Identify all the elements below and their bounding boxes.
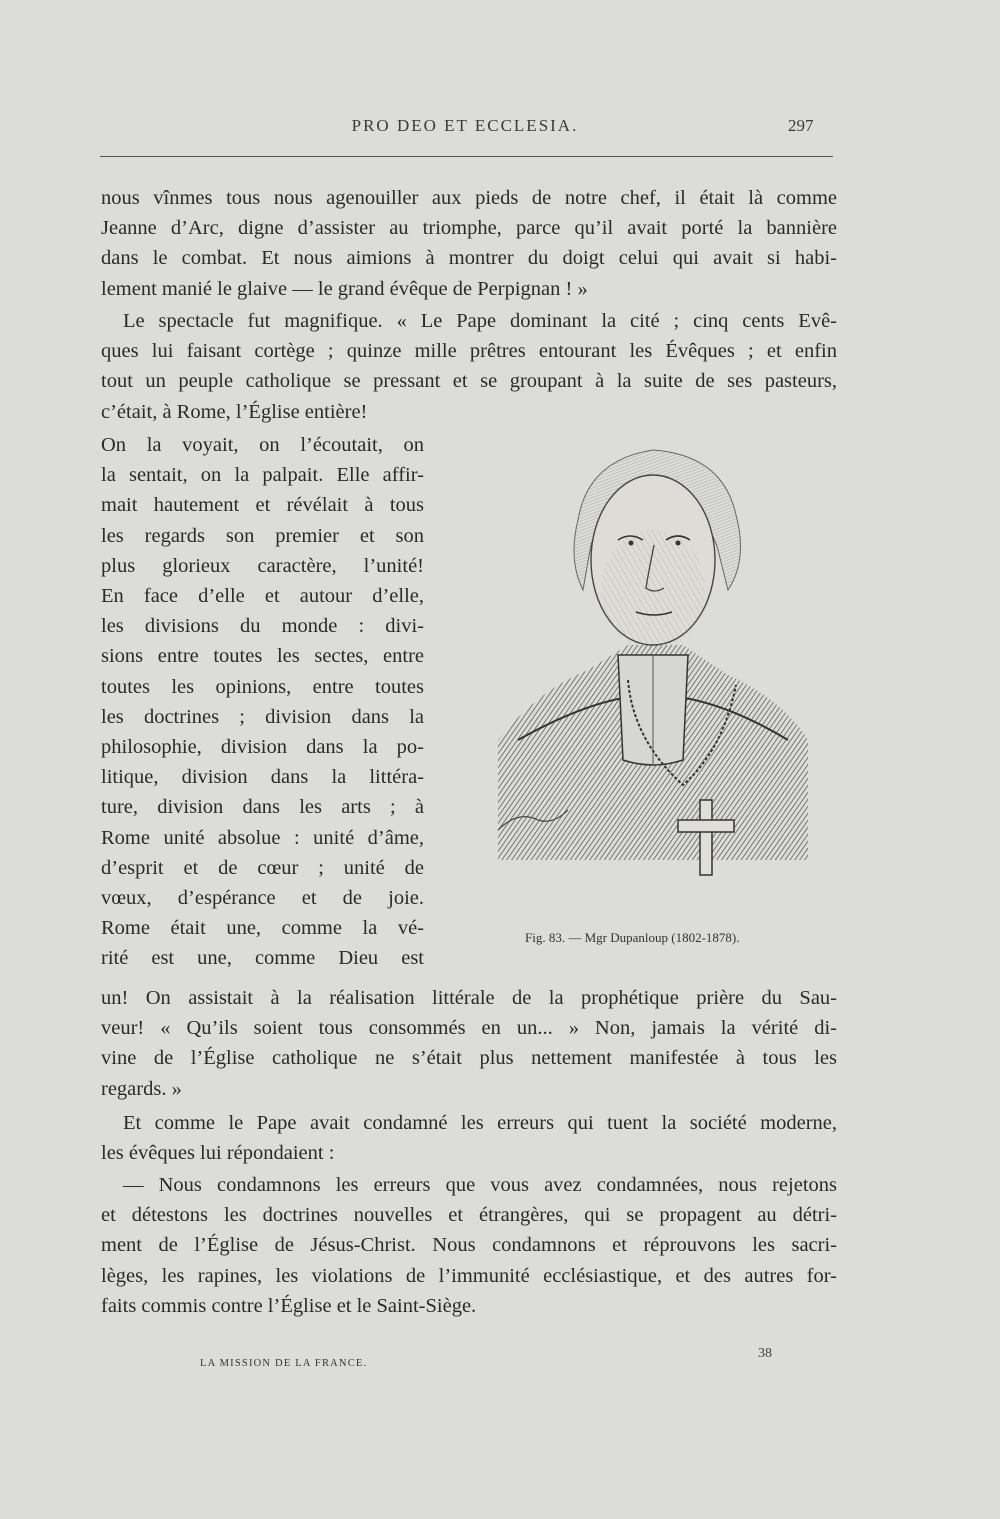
text-line: les divisions du monde : divi- [101, 615, 424, 638]
text-line: En face d’elle et autour d’elle, [101, 585, 424, 608]
text-line: Et comme le Pape avait condamné les erreurs qui tuent la société moderne, [123, 1112, 837, 1134]
text-line: ture, division dans les arts ; à [101, 796, 424, 819]
paragraph-2-narrow-column [101, 430, 424, 974]
footer-book-title: LA MISSION DE LA FRANCE. [200, 1358, 368, 1369]
header-rule [100, 156, 833, 157]
text-line: faits commis contre l’Église et le Saint-Siège. [101, 1294, 477, 1317]
text-line: un! On assistait à la réalisation littérale de la prophétique prière du Sau- [101, 987, 837, 1009]
paragraph-3 [101, 1108, 837, 1168]
text-line: Jeanne d’Arc, digne d’assister au triomphe, parce qu’il avait porté la bannière [101, 217, 837, 240]
text-line: d’esprit et de cœur ; unité de [101, 856, 424, 879]
text-line: rité est une, comme Dieu est [101, 947, 424, 970]
paragraph-4 [101, 1170, 837, 1321]
text-line: On la voyait, on l’écoutait, on [101, 434, 424, 456]
portrait-engraving [478, 440, 823, 920]
running-title: PRO DEO ET ECCLESIA. [351, 116, 579, 135]
figure-caption: Fig. 83. — Mgr Dupanloup (1802-1878). [525, 930, 740, 945]
text-line: litique, division dans la littéra- [101, 766, 424, 789]
text-line: sions entre toutes les sectes, entre [101, 645, 424, 668]
paragraph-1 [101, 183, 837, 304]
signature-number: 38 [758, 1346, 772, 1361]
text-line: philosophie, division dans la po- [101, 736, 424, 759]
text-line: regards. » [101, 1077, 182, 1100]
text-line: les doctrines ; division dans la [101, 705, 424, 728]
text-line: lement manié le glaive — le grand évêque de Perpignan ! » [101, 277, 588, 300]
text-line: vine de l’Église catholique ne s’était plus nettement manifestée à tous les [101, 1047, 837, 1070]
text-line: Rome unité absolue : unité d’âme, [101, 826, 424, 849]
text-line: c’était, à Rome, l’Église entière! [101, 400, 368, 423]
text-line: veur! « Qu’ils soient tous consommés en un... » Non, jamais la vérité di- [101, 1017, 837, 1040]
paragraph-2-end [101, 983, 837, 1104]
portrait-illustration [478, 440, 823, 920]
text-line: les évêques lui répondaient : [101, 1142, 335, 1165]
text-line: dans le combat. Et nous aimions à montrer du doigt celui qui avait si habi- [101, 247, 837, 270]
text-line: Le spectacle fut magnifique. « Le Pape dominant la cité ; cinq cents Evê- [123, 310, 837, 332]
text-line: lèges, les rapines, les violations de l’immunité ecclésiastique, et des autres for- [101, 1264, 837, 1287]
text-line: — Nous condamnons les erreurs que vous avez condamnées, nous rejetons [123, 1174, 837, 1196]
text-line: plus glorieux caractère, l’unité! [101, 554, 424, 577]
text-line: nous vînmes tous nous agenouiller aux pieds de notre chef, il était là comme [101, 187, 837, 209]
text-line: la sentait, on la palpait. Elle affir- [101, 464, 424, 487]
text-line: tout un peuple catholique se pressant et se groupant à la suite de ses pasteurs, [101, 370, 837, 393]
text-line: les regards son premier et son [101, 524, 424, 547]
text-line: vœux, d’espérance et de joie. [101, 887, 424, 910]
text-line: ment de l’Église de Jésus-Christ. Nous condamnons et réprouvons les sacri- [101, 1234, 837, 1257]
text-line: Rome était une, comme la vé- [101, 917, 424, 940]
text-line: ques lui faisant cortège ; quinze mille prêtres entourant les Évêques ; et enfin [101, 340, 837, 363]
page-number: 297 [788, 116, 814, 135]
paragraph-2 [101, 306, 837, 427]
text-line: et détestons les doctrines nouvelles et étrangères, qui se propagent au détri- [101, 1204, 837, 1227]
text-line: toutes les opinions, entre toutes [101, 675, 424, 698]
text-line: mait hautement et révélait à tous [101, 494, 424, 517]
